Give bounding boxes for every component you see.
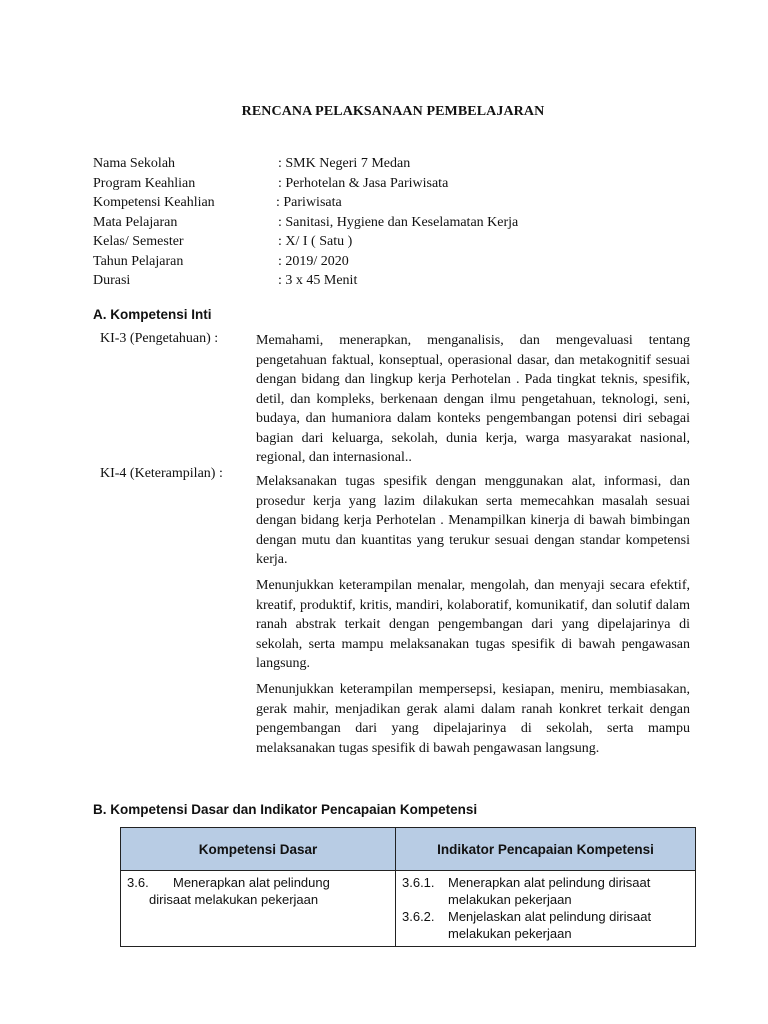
info-label: Tahun Pelajaran [93,253,184,269]
ki4-text-1: Melaksanakan tugas spesifik dengan menggunakan alat, informasi, dan prosedur kerja yang lazim dilakukan serta memecahkan masalah sesuai dengan bidang kerja Perhotelan . Menampilkan kinerja di bawah bimbingan dengan mutu dan kuantitas yang terukur sesuai dengan standar kompetensi kerja. [256,474,690,567]
info-label: Program Keahlian [93,175,196,191]
section-b-heading: B. Kompetensi Dasar dan Indikator Pencapaian Kompetensi [93,802,478,817]
info-value: : 2019/ 2020 [278,253,349,269]
info-value: : SMK Negeri 7 Medan [278,156,411,171]
kd-line-1 [127,874,389,891]
indicator-number: 3.6.2. [402,909,435,924]
indicator-item [402,874,689,908]
document-title: RENCANA PELAKSANAAN PEMBELAJARAN [241,104,545,119]
info-label: Nama Sekolah [93,156,176,171]
info-value: : Perhotelan & Jasa Pariwisata [278,175,449,191]
kd-cell [121,871,396,947]
indicator-cell [396,871,696,947]
info-value: : X/ I ( Satu ) [278,234,353,249]
ki3-label: KI-3 (Pengetahuan) : [100,331,219,346]
ki3-text: Memahami, menerapkan, menganalisis, dan mengevaluasi tentang pengetahuan faktual, konseptual, operasional dasar, dan metakognitif sesuai dengan bidang dan lingkup kerja Perhotelan . Pada tingkat teknis, spesifik, detil, dan kompleks, berkenaan dengan ilmu pengetahuan, teknologi, seni, budaya, dan humaniora dalam konteks pengembangan potensi diri sebagai bagian dari keluarga, sekolah, dunia kerja, warga masyarakat nasional, regional, dan internasional.. [256,333,690,465]
section-a-heading: A. Kompetensi Inti [93,307,212,322]
info-label: Mata Pelajaran [93,214,178,230]
competency-table [120,827,696,947]
info-label: Durasi [93,273,131,288]
info-value: : Sanitasi, Hygiene dan Keselamatan Kerja [278,214,519,230]
info-value: : Pariwisata [276,195,342,210]
indicator-text: Menjelaskan alat pelindung dirisaat melakukan pekerjaan [448,909,652,941]
ki4-label: KI-4 (Keterampilan) : [100,466,223,481]
info-label: Kompetensi Keahlian [93,195,215,210]
table-header-row [121,828,696,871]
indicator-text: Menerapkan alat pelindung dirisaat melakukan pekerjaan [448,875,651,907]
kd-text-2: dirisaat melakukan pekerjaan [149,892,319,907]
kd-number: 3.6. [127,875,149,890]
indicator-item [402,908,689,942]
table-row [121,871,696,947]
ipk-column-header: Indikator Pencapaian Kompetensi [396,828,696,871]
ki4-text-3: Menunjukkan keterampilan mempersepsi, kesiapan, meniru, membiasakan, gerak mahir, menjadikan gerak alami dalam ranah konkret terkait dengan pengembangan dari yang dipelajarinya di sekolah, serta mampu melaksanakan tugas spesifik di bawah pengawasan langsung. [256,682,690,756]
kd-column-header: Kompetensi Dasar [121,828,396,871]
info-value: : 3 x 45 Menit [278,273,358,288]
info-label: Kelas/ Semester [93,234,184,249]
indicator-number: 3.6.1. [402,875,435,890]
ki4-text-2: Menunjukkan keterampilan menalar, mengolah, dan menyaji secara efektif, kreatif, produktif, kritis, mandiri, kolaboratif, komunikatif, dan solutif dalam ranah abstrak terkait dengan pengembangan dari yang dipelajarinya di sekolah, serta mampu melaksanakan tugas spesifik di bawah pengawasan langsung. [256,578,690,671]
kd-text-1: Menerapkan alat pelindung [173,875,330,890]
